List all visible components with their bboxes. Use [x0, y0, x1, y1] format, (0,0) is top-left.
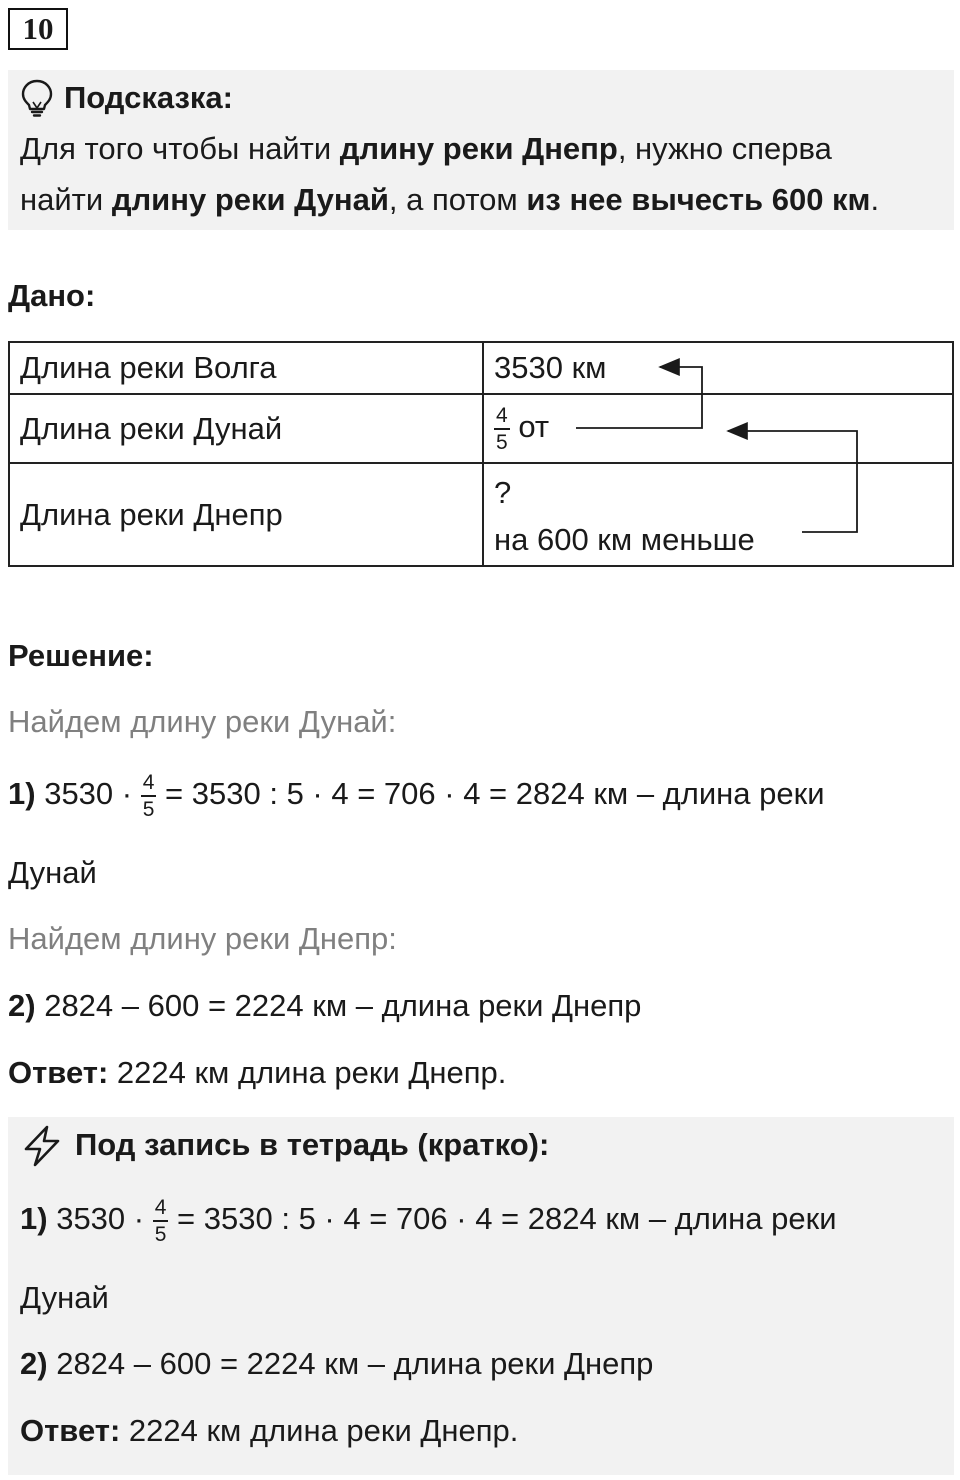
- notebook-answer-line: [20, 1413, 518, 1449]
- fraction: [494, 405, 510, 453]
- given-table: [8, 341, 954, 567]
- fraction-denominator: 5: [142, 798, 155, 821]
- notebook-step1-line: [20, 1197, 837, 1245]
- step1-pre: 3530 ·: [44, 776, 133, 812]
- table-row: [9, 463, 953, 566]
- step-number: 2): [20, 1346, 48, 1381]
- answer-label: Ответ:: [20, 1413, 121, 1448]
- given-value: 3530 км: [483, 342, 953, 394]
- given-question: ?: [494, 474, 512, 510]
- step2-comment: Найдем длину реки Днепр:: [8, 921, 397, 956]
- fraction-denominator: 5: [154, 1223, 167, 1246]
- given-label: Длина реки Днепр: [9, 463, 483, 566]
- given-value: [483, 463, 953, 566]
- step1-post: = 3530 : 5 · 4 = 706 · 4 = 2824 км – длина реки: [177, 1201, 837, 1237]
- given-title: Дано:: [8, 278, 96, 313]
- hint-line-1: [20, 131, 832, 167]
- answer-text: 2224 км длина реки Днепр.: [128, 1413, 519, 1448]
- step1-line: [8, 772, 825, 820]
- given-value-suffix: от: [518, 408, 550, 444]
- given-value: [483, 394, 953, 463]
- given-note: на 600 км меньше: [494, 521, 755, 557]
- solution-title: Решение:: [8, 638, 154, 673]
- given-label: Длина реки Дунай: [9, 394, 483, 463]
- hint-segment-bold: длину реки Дунай: [111, 182, 389, 217]
- hint-line-2: [20, 182, 879, 218]
- step-number: 1): [8, 776, 36, 812]
- lightning-icon: [20, 1124, 64, 1168]
- step1-post: = 3530 : 5 · 4 = 706 · 4 = 2824 км – длина реки: [165, 776, 825, 812]
- hint-segment: , нужно сперва: [617, 131, 832, 166]
- fraction-numerator: 4: [153, 1197, 169, 1222]
- step1-continuation: Дунай: [8, 855, 97, 890]
- step2-line: [8, 988, 641, 1024]
- notebook-step2-line: [20, 1346, 653, 1382]
- fraction-denominator: 5: [496, 430, 508, 454]
- notebook-step1-continuation: Дунай: [20, 1280, 109, 1315]
- hint-segment-bold: длину реки Днепр: [339, 131, 618, 166]
- notebook-title: Под запись в тетрадь (кратко):: [75, 1127, 550, 1162]
- fraction: [141, 772, 157, 820]
- fraction-numerator: 4: [141, 772, 157, 797]
- hint-segment: Для того чтобы найти: [20, 131, 340, 166]
- step1-pre: 3530 ·: [56, 1201, 145, 1237]
- table-row: [9, 342, 953, 394]
- step-number: 2): [8, 988, 36, 1023]
- lightbulb-icon: [20, 78, 54, 118]
- answer-text: 2224 км длина реки Днепр.: [116, 1055, 507, 1090]
- step-number: 1): [20, 1201, 48, 1237]
- fraction-numerator: 4: [494, 405, 510, 430]
- step2-text: 2824 – 600 = 2224 км – длина реки Днепр: [44, 988, 642, 1023]
- hint-segment: .: [870, 182, 880, 217]
- task-number: 10: [8, 8, 68, 50]
- hint-title: Подсказка:: [64, 80, 233, 115]
- step2-text: 2824 – 600 = 2224 км – длина реки Днепр: [56, 1346, 654, 1381]
- given-label: Длина реки Волга: [9, 342, 483, 394]
- step1-comment: Найдем длину реки Дунай:: [8, 704, 397, 739]
- hint-segment: , а потом: [388, 182, 527, 217]
- hint-segment-bold: из нее вычесть 600 км: [526, 182, 871, 217]
- hint-segment: найти: [20, 182, 112, 217]
- answer-label: Ответ:: [8, 1055, 109, 1090]
- fraction: [153, 1197, 169, 1245]
- answer-line: [8, 1055, 506, 1091]
- table-row: [9, 394, 953, 463]
